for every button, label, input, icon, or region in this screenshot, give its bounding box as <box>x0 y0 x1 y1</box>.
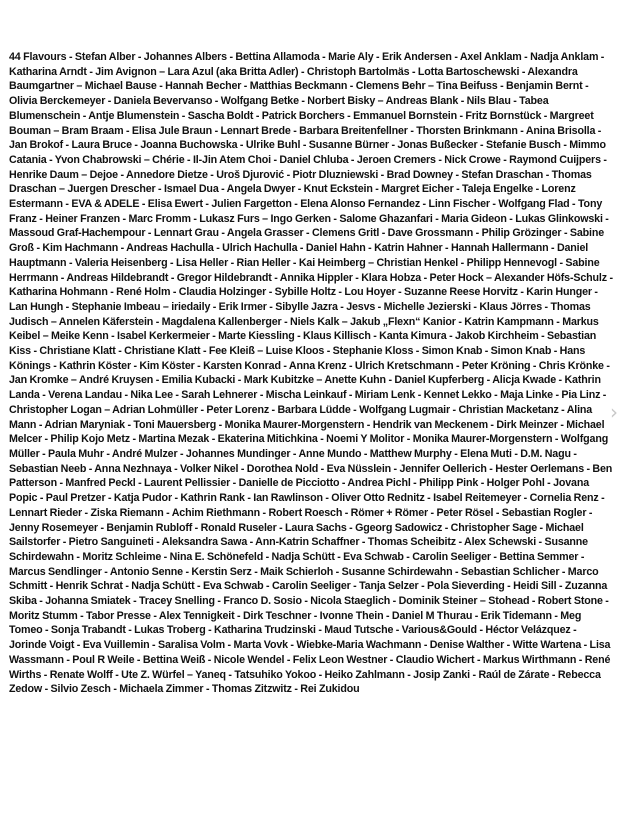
chevron-right-icon[interactable]: › <box>610 400 618 424</box>
artist-credits-text: 44 Flavours - Stefan Alber - Johannes Albers - Bettina Allamoda - Marie Aly - Erik Andersen - Axel Anklam - Nadja Anklam - Katharina Arndt - Jim Avignon – Lara Azul (aka Britta Adler) - Christoph Bartolmäs - Lotta Bartoschewski - Alexandra Baumgartner – Michael Bause - Hannah Becher - Matthias Beckmann - Clemens Behr – Tina Beifuss - Benjamin Bernt - Olivia Berckemeyer - Daniela Bevervanso - Wolfgang Betke - Norbert Bisky – Andreas Blank - Nils Blau - Tabea Blumenschein - Antje Blumenstein - Sascha Boldt - Patrick Borchers - Emmanuel Bornstein - Fritz Bornstück - Margreet Bouman – Bram Braam - Elisa Jule Braun - Lennart Brede - Barbara Breitenfellner - Thorsten Brinkmann - Anina Brisolla - Jan Brokof - Laura Bruce - Joanna Buchowska - Ulrike Buhl - Susanne Bürner - Jonas Bußecker - Stefanie Busch - Mimmo Catania - Yvon Chabrowski – Chérie - Il-Jin Atem Choi - Daniel Chluba - Jeroen Cremers - Nick Crowe - Raymond Cuijpers - Henrike Daum – Dejoe - Annedore Dietze - Uroš Djurović - Piotr Dluzniewski - Brad Downey - Stefan Draschan - Thomas Draschan – Juergen Drescher - Ismael Dua - Angela Dwyer - Knut Eckstein - Margret Eicher - Taleja Engelke - Lorenz Estermann - EVA & ADELE - Elisa Ewert - Julien Fargetton - Elena Alonso Fernandez - Linn Fischer - Wolfgang Flad - Tony Franz - Heiner Franzen - Marc Fromm - Lukasz Furs – Ingo Gerken - Salome Ghazanfari - Maria Gideon - Lukas Glinkowski - Massoud Graf-Hachempour - Lennart Grau - Angela Grasser - Clemens Gritl - Dave Grossmann - Philip Grözinger - Sabine Groß - Kim Hachmann - Andreas Hachulla - Ulrich Hachulla - Daniel Hahn - Katrin Hahner - Hannah Hallermann - Daniel Hauptmann - Valeria Heisenberg - Lisa Heller - Rian Heller - Kai Heimberg – Christian Henkel - Philipp Hennevogl - Sabine Herrmann - Andreas Hildebrandt - Gregor Hildebrandt - Annika Hippler - Klara Hobza - Peter Hock – Alexander Höfs-Schulz - Katharina Hohmann - René Holm - Claudia Holzinger - Sybille Holtz - Lou Hoyer - Suzanne Reese Horvitz - Karin Hunger - Lan Hungh - Stephanie Imbeau – iriedaily - Erik Irmer - Sibylle Jazra - Jesvs - Michelle Jezierski - Klaus Jörres - Thomas Judisch – Annelen Käferstein - Magdalena Kallenberger - Niels Kalk – Jakub „Flexn“ Kanior - Katrin Kampmann - Markus Keibel – Meike Kenn - Isabel Kerkermeier - Marte Kiessling - Klaus Killisch - Kanta Kimura - Jakob Kirchheim - Sebastian Kiss - Christiane Klatt - Christiane Klatt - Fee Kleiß – Luise Kloos - Stephanie Kloss - Simon Knab - Simon Knab - Hans Könings - Kathrin Köster - Kim Köster - Karsten Konrad - Anna Krenz - Ulrich Kretschmann - Peter Kröning - Chris Krönke - Jan Kromke – André Kruysen - Emilia Kubacki - Mark Kubitzke – Anette Kuhn - Daniel Kupferberg - Alicja Kwade - Kathrin Landa - Verena Landau - Nika Lee - Sarah Lehnerer - Mischa Leinkauf - Miriam Lenk - Kennet Lekko - Maja Linke - Pia Linz - Christopher Logan – Adrian Lohmüller - Peter Lorenz - Barbara Lüdde - Wolfgang Lugmair - Christian Macketanz - Alina Mann - Adrian Maryniak - Toni Mauersberg - Monika Maurer-Morgenstern - Hendrik van Meckenem - Dirk Meinzer - Michael Melcer - Philip Kojo Metz - Martina Mezak - Ekaterina Mitichkina - Noemi Y Molitor - Monika Maurer-Morgenstern - Wolfgang Müller - Paula Muhr - André Mulzer - Johannes Mundinger - Anne Mundo - Matthew Murphy - Elena Muti - D.M. Nagu - Sebastian Neeb - Anna Nezhnaya - Volker Nikel - Dorothea Nold - Eva Nüsslein - Jennifer Oellerich - Hester Oerlemans - Ben Patterson - Manfred Peckl - Laurent Pellissier - Danielle de Picciotto - Andrea Pichl - Philipp Pink - Holger Pohl - Jovana Popic - Paul Pretzer - Katja Pudor - Kathrin Rank - Ian Rawlinson - Oliver Otto Rednitz - Isabel Reitemeyer - Cornelia Renz - Lennart Rieder - Ziska Riemann - Achim Riethmann - Robert Roesch - Römer + Römer - Peter Rösel - Sebastian Rogler - Jenny Rosemeyer - Benjamin Rubloff - Ronald Ruseler - Laura Sachs - Ggeorg Sadowicz - Christopher Sage - Michael Sailstorfer - Pietro Sanguineti - Aleksandra Sawa - Ann-Katrin Schaffner - Thomas Scheibitz - Alex Schewski - Susanne Schirdewahn - Moritz Schleime - Nina E. Schönefeld - Nadja Schütt - Eva Schwab - Carolin Seeliger - Bettina Semmer - Marcus Sendlinger - Antonio Senne - Kerstin Serz - Maik Schierloh - Susanne Schirdewahn - Sebastian Schlicher - Marco Schmitt - Henrik Schrat - Nadja Schütt - Eva Schwab - Carolin Seeliger - Tanja Selzer - Pola Sieverding - Heidi Sill - Zuzanna Skiba - Johanna Smiatek - Tracey Snelling - Franco D. Sosio - Nicola Staeglich - Dominik Steiner – Stohead - Robert Stone - Moritz Stumm - Tabor Presse - Alex Tennigkeit - Dirk Teschner - Ivonne Thein - Daniel M Thurau - Erik Tidemann - Meg Tomeo - Sonja Trabandt - Lukas Troberg - Katharina Trudzinski - Maud Tutsche - Various&Gould - Héctor Velázquez - Jorinde Voigt - Eva Vuillemin - Saralisa Volm - Marta Vovk - Wiebke-Maria Wachmann - Denise Walther - Witte Wartena - Lisa Wassmann - Poul R Weile - Bettina Weiß - Nicole Wendel - Felix Leon Westner - Claudio Wichert - Markus Wirthmann - René Wirths - Renate Wolff - Ute Z. Würfel – Yaneq - Tatsuhiko Yokoo - Heiko Zahlmann - Josip Zanki - Raúl de Zárate - Rebecca Zedow - Silvio Zesch - Michaela Zimmer - Thomas Zitzwitz - Rei Zukidou <box>9 51 613 696</box>
